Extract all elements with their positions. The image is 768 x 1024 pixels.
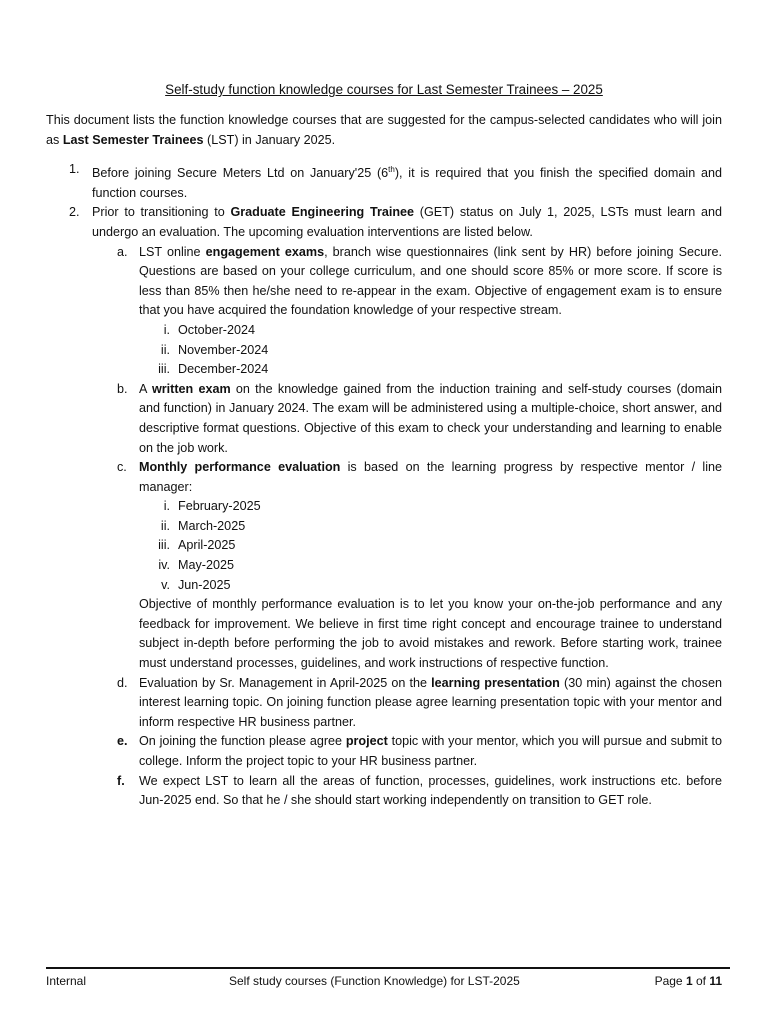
footer-classification: Internal — [46, 974, 87, 988]
page-total: 11 — [709, 974, 722, 988]
roman-item — [46, 497, 722, 517]
item1-text-a: Before joining Secure Meters Ltd on January'25 (6 — [92, 166, 389, 181]
roman-text: December-2024 — [178, 362, 269, 377]
a-post: , branch wise questionnaires (link sent by HR) before joining Secure. Questions are based on your college curriculum, and one should score 85% or more score. If score is less than 85% then he/she need to re-appear in the exam. Objective of engagement exam is to ensure that you have acquired the foundation knowledge of your respective stream. — [139, 244, 722, 318]
b-post: on the knowledge gained from the induction training and self-study courses (domain and function) in January 2024. The exam will be administered using a multiple-choice, short answer, and descriptive format questions. Objective of this exam to check your understanding and learning to enable on the job work. — [139, 381, 722, 455]
c-post: is based on the learning progress by respective mentor / line manager: — [139, 460, 722, 494]
list-item-text — [92, 160, 722, 203]
roman-text: October-2024 — [178, 322, 256, 337]
page-of: of — [692, 974, 710, 988]
e-pre: On joining the function please agree — [139, 734, 346, 749]
roman-text: March-2025 — [178, 518, 246, 533]
d-bold: learning presentation — [431, 675, 560, 690]
item1-text-b: ), it is required that you finish the specified domain and function courses. — [92, 166, 722, 200]
item2-bold: Graduate Engineering Trainee — [230, 205, 415, 220]
sub-text — [139, 732, 722, 771]
d-pre: Evaluation by Sr. Management in April-2025 on the — [139, 675, 432, 690]
sub-item-c — [46, 458, 722, 497]
roman-item — [46, 321, 722, 341]
roman-text: February-2025 — [178, 499, 261, 514]
list-item-1 — [46, 160, 722, 203]
roman-item — [46, 517, 722, 537]
roman-text: Jun-2025 — [178, 577, 231, 592]
sub-text — [139, 674, 722, 733]
footer-divider — [46, 967, 730, 969]
roman-item — [46, 536, 722, 556]
roman-num: iv. — [158, 558, 170, 573]
b-pre: A — [139, 381, 152, 396]
sub-label: f. — [117, 773, 125, 788]
intro-paragraph — [46, 111, 722, 150]
sub-item-f — [46, 772, 722, 811]
roman-text: April-2025 — [178, 538, 236, 553]
b-bold: written exam — [151, 381, 231, 396]
item2-text-b: (GET) status on July 1, 2025, LSTs must learn and undergo an evaluation. The upcoming evaluation interventions are listed below. — [92, 205, 723, 239]
roman-item — [46, 360, 722, 380]
roman-num: i. — [163, 322, 170, 337]
document-title: Self-study function knowledge courses for Last Semester Trainees – 2025 — [165, 82, 603, 97]
sub-label: a. — [117, 244, 128, 259]
page-current: 1 — [685, 974, 693, 988]
sub-text — [139, 458, 722, 497]
list-item-text — [92, 203, 722, 242]
item2-text-a: Prior to transitioning to — [92, 205, 231, 220]
e-bold: project — [345, 734, 388, 749]
sub-text — [139, 380, 722, 458]
roman-num: ii. — [160, 342, 170, 357]
sub-label: d. — [117, 675, 128, 690]
item1-sup: th — [388, 165, 395, 174]
sub-item-a — [46, 243, 722, 321]
roman-item — [46, 576, 722, 596]
roman-text: May-2025 — [178, 558, 235, 573]
page-number — [655, 972, 722, 990]
sub-item-e — [46, 732, 722, 771]
list-number: 1. — [69, 162, 80, 176]
roman-num: ii. — [160, 518, 170, 533]
roman-item — [46, 556, 722, 576]
roman-item — [46, 341, 722, 361]
e-post: topic with your mentor, which you will pursue and submit to college. Inform the project topic to your HR business partner. — [139, 734, 723, 768]
page-prefix: Page — [654, 974, 686, 988]
list-number: 2. — [69, 205, 80, 220]
intro-text-1: This document lists the function knowledge courses that are suggested for the campus-selected candidates who will join as — [46, 113, 722, 147]
c-bold: Monthly performance evaluation — [139, 460, 341, 475]
sub-label: b. — [117, 381, 128, 396]
list-item-2 — [46, 203, 722, 242]
d-post: (30 min) against the chosen interest learning topic. On joining function please agree learning presentation topic with your mentor and inform respective HR business partner. — [139, 675, 722, 729]
sub-item-d — [46, 674, 722, 733]
roman-num: i. — [163, 499, 170, 514]
sub-text: We expect LST to learn all the areas of function, processes, guidelines, work instructions etc. before Jun-2025 end. So that he / she should start working independently on transition to GET role. — [139, 773, 722, 808]
sub-item-b — [46, 380, 722, 458]
intro-bold: Last Semester Trainees — [62, 132, 204, 147]
roman-num: iii. — [158, 362, 170, 377]
sub-label: c. — [117, 460, 127, 475]
sub-label: e. — [117, 734, 128, 749]
roman-num: v. — [161, 577, 170, 592]
sub-text — [139, 243, 722, 321]
intro-text-2: (LST) in January 2025. — [203, 132, 336, 147]
footer-title: Self study courses (Function Knowledge) for LST-2025 — [229, 974, 520, 988]
roman-num: iii. — [158, 538, 170, 553]
numbered-list — [46, 160, 722, 811]
roman-text: November-2024 — [178, 342, 269, 357]
c-objective-paragraph: Objective of monthly performance evaluation is to let you know your on-the-job performance and any feedback for improvement. We believe in first time right concept and encourage trainee to understand subject in-depth before performing the job to avoid mistakes and rework. Before starting work, trainee must understand processes, guidelines, and work instructions of respective function. — [139, 597, 722, 671]
a-pre: LST online — [139, 244, 206, 259]
a-bold: engagement exams — [205, 244, 325, 259]
